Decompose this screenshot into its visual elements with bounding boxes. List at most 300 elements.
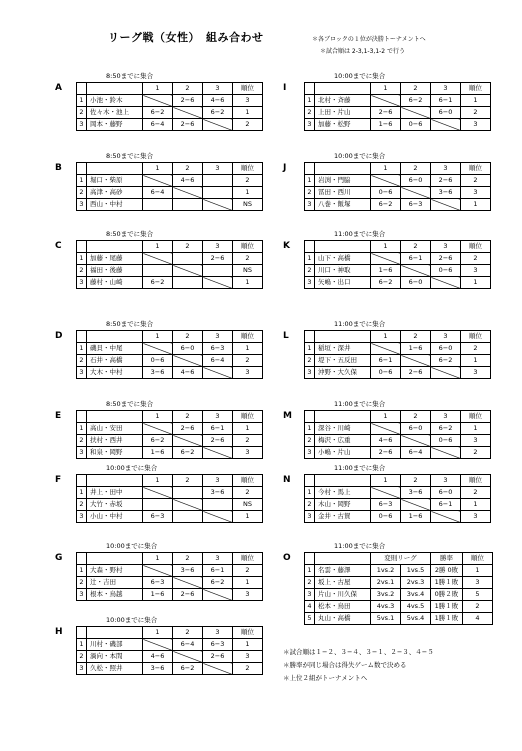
score-cell: 6−2: [173, 447, 203, 459]
score-cell: 6−0: [401, 175, 431, 187]
row-number: 1: [305, 423, 315, 435]
header-cell: 順位: [461, 475, 491, 487]
header-cell: [305, 83, 315, 95]
rank-cell: 2: [233, 663, 263, 675]
pair-name: 金井・古賀: [315, 511, 371, 523]
header-cell: 1: [371, 163, 401, 175]
header-cell: 順位: [233, 627, 263, 639]
match-table: [304, 474, 491, 523]
win-rate: 0勝２敗: [431, 589, 463, 601]
header-cell: [77, 553, 87, 565]
header-cell: 3: [203, 331, 233, 343]
pair-name: 加藤・松野: [315, 119, 371, 131]
match-table: [76, 162, 263, 211]
rank-cell: 3: [463, 577, 493, 589]
rank-cell: 1: [461, 499, 491, 511]
header-cell: 3: [431, 163, 461, 175]
row-number: 2: [305, 107, 315, 119]
pair-name: 和泉・岡野: [87, 447, 143, 459]
score-cell: [173, 511, 203, 523]
pair-name: 梅沢・広重: [315, 435, 371, 447]
table-row: [77, 253, 263, 265]
match-cell: 3vs.4: [401, 589, 431, 601]
header-cell: 2: [401, 163, 431, 175]
row-number: 3: [77, 367, 87, 379]
row-number: 1: [77, 639, 87, 651]
row-number: 1: [305, 253, 315, 265]
table-row: [77, 107, 263, 119]
score-cell: 6−3: [203, 639, 233, 651]
rank-cell: 2: [233, 355, 263, 367]
header-cell: [305, 163, 315, 175]
header-cell: 2: [401, 241, 431, 253]
header-row: [77, 83, 263, 95]
table-row: [305, 487, 491, 499]
assembly-time: 11:00までに集合: [334, 542, 386, 550]
rank-cell: 1: [233, 639, 263, 651]
score-cell: 1−6: [401, 343, 431, 355]
diagonal-cell: [431, 119, 461, 131]
diagonal-cell: [371, 253, 401, 265]
block-n: [283, 462, 522, 523]
table-row: [305, 95, 491, 107]
pair-name: 片山・川久保: [315, 589, 371, 601]
bottom-note-2: ＊勝率が同じ場合は得失ゲーム数で決める: [283, 661, 407, 669]
row-number: 1: [77, 175, 87, 187]
pair-name: 小嶋・片山: [315, 447, 371, 459]
header-cell: 2: [173, 411, 203, 423]
match-table: [304, 240, 491, 289]
diagonal-cell: [371, 487, 401, 499]
rank-cell: 2: [233, 487, 263, 499]
diagonal-cell: [401, 355, 431, 367]
score-cell: 6−2: [371, 199, 401, 211]
assembly-time: 8:50までに集合: [106, 152, 154, 160]
score-cell: [203, 499, 233, 511]
row-number: 1: [305, 343, 315, 355]
header-cell: 3: [203, 553, 233, 565]
pair-name: 扶村・西井: [87, 435, 143, 447]
table-row: [305, 423, 491, 435]
header-cell: [77, 331, 87, 343]
rank-cell: 4: [463, 613, 493, 625]
pair-name: 福田・後藤: [87, 265, 143, 277]
score-cell: 6−4: [173, 639, 203, 651]
pair-name: 上田・片山: [315, 107, 371, 119]
header-cell: 順位: [233, 411, 263, 423]
table-row: [305, 265, 491, 277]
header-row: [77, 475, 263, 487]
header-cell: 1: [143, 331, 173, 343]
diagonal-cell: [401, 265, 431, 277]
match-cell: 2vs.3: [401, 577, 431, 589]
header-row: [77, 411, 263, 423]
table-row: [305, 499, 491, 511]
match-cell: 4vs.5: [401, 601, 431, 613]
row-number: 2: [305, 435, 315, 447]
score-cell: [143, 199, 173, 211]
table-row: [77, 447, 263, 459]
score-cell: 3−6: [143, 367, 173, 379]
rank-cell: 1: [461, 277, 491, 289]
header-cell: [77, 411, 87, 423]
header-cell: [87, 83, 143, 95]
header-cell: 3: [431, 411, 461, 423]
header-cell-winrate: 勝率: [431, 553, 463, 565]
block-m: [283, 398, 522, 459]
match-cell: 2vs.1: [371, 577, 401, 589]
header-cell: [87, 163, 143, 175]
rank-cell: 1: [461, 423, 491, 435]
rank-cell: 1: [461, 199, 491, 211]
pair-name: 堤下・五反田: [315, 355, 371, 367]
rank-cell: 1: [233, 187, 263, 199]
header-row: [305, 83, 491, 95]
pair-name: 冨田・西川: [315, 187, 371, 199]
diagonal-cell: [401, 187, 431, 199]
row-number: 3: [305, 199, 315, 211]
table-row: [305, 277, 491, 289]
score-cell: 0−6: [143, 355, 173, 367]
score-cell: 2−6: [173, 119, 203, 131]
pair-name: 矢嶋・出口: [315, 277, 371, 289]
table-row: [305, 613, 493, 625]
table-row: [305, 187, 491, 199]
rank-cell: 1: [461, 355, 491, 367]
table-row: [305, 367, 491, 379]
pair-name: 丸山・高橋: [315, 613, 371, 625]
diagonal-cell: [401, 499, 431, 511]
score-cell: 6−1: [203, 565, 233, 577]
header-cell: 2: [173, 627, 203, 639]
header-cell: 順位: [233, 163, 263, 175]
table-row: [305, 175, 491, 187]
table-row: [305, 119, 491, 131]
score-cell: 0−6: [401, 119, 431, 131]
rank-cell: NS: [233, 265, 263, 277]
score-cell: 6−2: [431, 423, 461, 435]
block-l: [283, 318, 522, 379]
assembly-time: 8:50までに集合: [106, 400, 154, 408]
header-cell: [315, 553, 371, 565]
assembly-time: 8:50までに集合: [106, 230, 154, 238]
rank-cell: 1: [233, 423, 263, 435]
diagonal-cell: [143, 423, 173, 435]
diagonal-cell: [173, 107, 203, 119]
pair-name: 山下・高橋: [315, 253, 371, 265]
table-row: [305, 199, 491, 211]
pair-name: 西山・中村: [87, 199, 143, 211]
header-cell: 順位: [233, 475, 263, 487]
table-row: [305, 577, 493, 589]
rank-cell: 2: [461, 487, 491, 499]
block-letter: O: [283, 553, 291, 563]
header-cell: [305, 241, 315, 253]
header-cell-rank: 順位: [463, 553, 493, 565]
pair-name: 井上・田中: [87, 487, 143, 499]
block-letter: C: [55, 241, 62, 251]
pair-name: 加藤・尾藤: [87, 253, 143, 265]
block-i: [283, 70, 522, 131]
score-cell: 6−0: [173, 343, 203, 355]
diagonal-cell: [173, 499, 203, 511]
score-cell: 6−4: [401, 447, 431, 459]
diagonal-cell: [371, 423, 401, 435]
diagonal-cell: [173, 435, 203, 447]
header-cell: 順位: [233, 83, 263, 95]
diagonal-cell: [143, 639, 173, 651]
row-number: 3: [305, 119, 315, 131]
row-number: 1: [77, 423, 87, 435]
row-number: 4: [305, 601, 315, 613]
header-cell: 3: [203, 475, 233, 487]
row-number: 1: [77, 487, 87, 499]
block-letter: E: [55, 411, 62, 421]
score-cell: 1−6: [143, 589, 173, 601]
table-row: [77, 265, 263, 277]
header-row: [77, 331, 263, 343]
header-row: [77, 241, 263, 253]
header-cell: 3: [431, 331, 461, 343]
block-letter: G: [55, 553, 63, 563]
assembly-time: 10:00までに集合: [106, 616, 158, 624]
match-table: [304, 410, 491, 459]
match-cell: 1vs.2: [371, 565, 401, 577]
win-rate: 1勝１敗: [431, 601, 463, 613]
rank-cell: 3: [233, 651, 263, 663]
block-letter: M: [283, 411, 292, 421]
table-row: [305, 511, 491, 523]
pair-name: 今村・馬上: [315, 487, 371, 499]
block-letter: D: [55, 331, 63, 341]
table-row: [77, 487, 263, 499]
row-number: 3: [77, 277, 87, 289]
diagonal-cell: [173, 651, 203, 663]
row-number: 2: [77, 265, 87, 277]
row-number: 2: [77, 187, 87, 199]
score-cell: 2−6: [431, 175, 461, 187]
table-row: [305, 565, 493, 577]
row-number: 2: [77, 499, 87, 511]
score-cell: 2−6: [173, 589, 203, 601]
diagonal-cell: [173, 187, 203, 199]
row-number: 2: [77, 577, 87, 589]
score-cell: 6−1: [431, 95, 461, 107]
assembly-time: 10:00までに集合: [334, 72, 386, 80]
assembly-time: 11:00までに集合: [334, 400, 386, 408]
rank-cell: 3: [461, 119, 491, 131]
rank-cell: 2: [463, 601, 493, 613]
table-row: [77, 175, 263, 187]
diagonal-cell: [401, 107, 431, 119]
pair-name: 松本・鳥田: [315, 601, 371, 613]
diagonal-cell: [143, 565, 173, 577]
score-cell: 6−1: [431, 499, 461, 511]
row-number: 2: [305, 187, 315, 199]
score-cell: 6−4: [203, 355, 233, 367]
pair-name: 渦向・本間: [87, 651, 143, 663]
row-number: 2: [305, 355, 315, 367]
rank-cell: 1: [463, 565, 493, 577]
row-number: 3: [77, 589, 87, 601]
match-cell: 5vs.1: [371, 613, 401, 625]
diagonal-cell: [431, 277, 461, 289]
table-row: [77, 355, 263, 367]
pair-name: 稲垣・深井: [315, 343, 371, 355]
header-cell: 順位: [233, 241, 263, 253]
header-cell: [315, 331, 371, 343]
score-cell: [173, 199, 203, 211]
pair-name: 久松・照井: [87, 663, 143, 675]
row-number: 1: [77, 253, 87, 265]
table-row: [77, 95, 263, 107]
header-cell: 1: [371, 475, 401, 487]
pair-name: 川口・神取: [315, 265, 371, 277]
header-cell: 3: [203, 241, 233, 253]
diagonal-cell: [203, 447, 233, 459]
block-j: [283, 150, 522, 211]
header-cell: 3: [203, 627, 233, 639]
row-number: 3: [305, 589, 315, 601]
header-cell: [315, 241, 371, 253]
block-g: [55, 540, 296, 601]
block-k: [283, 228, 522, 289]
score-cell: 3−6: [401, 487, 431, 499]
rank-cell: 1: [461, 95, 491, 107]
rank-cell: 3: [461, 265, 491, 277]
score-cell: 3−6: [431, 187, 461, 199]
header-row: [305, 163, 491, 175]
match-table: [76, 330, 263, 379]
score-cell: [173, 487, 203, 499]
row-number: 1: [77, 95, 87, 107]
table-row: [77, 435, 263, 447]
table-row: [77, 367, 263, 379]
score-cell: 1−6: [371, 265, 401, 277]
row-number: 1: [305, 487, 315, 499]
diagonal-cell: [431, 447, 461, 459]
header-cell: 順位: [461, 241, 491, 253]
table-row: [77, 663, 263, 675]
diagonal-cell: [203, 277, 233, 289]
row-number: 3: [305, 447, 315, 459]
block-letter: N: [283, 475, 291, 485]
diagonal-cell: [143, 487, 173, 499]
row-number: 1: [305, 95, 315, 107]
header-cell: [315, 411, 371, 423]
row-number: 1: [305, 565, 315, 577]
score-cell: 2−6: [371, 447, 401, 459]
match-cell: 3vs.2: [371, 589, 401, 601]
row-number: 1: [305, 175, 315, 187]
header-cell: [77, 627, 87, 639]
header-cell: [305, 553, 315, 565]
pair-name: 深谷・川崎: [315, 423, 371, 435]
score-cell: 2−6: [401, 367, 431, 379]
assembly-time: 8:50までに集合: [106, 72, 154, 80]
diagonal-cell: [431, 199, 461, 211]
header-cell: [77, 241, 87, 253]
diagonal-cell: [203, 367, 233, 379]
table-row: [77, 423, 263, 435]
header-cell: 1: [371, 241, 401, 253]
rank-cell: 2: [461, 107, 491, 119]
score-cell: 0−6: [371, 511, 401, 523]
row-number: 3: [77, 663, 87, 675]
score-cell: 0−6: [431, 435, 461, 447]
match-table: [76, 82, 263, 131]
block-letter: J: [283, 163, 287, 173]
score-cell: 0−6: [371, 187, 401, 199]
row-number: 3: [305, 277, 315, 289]
score-cell: 6−0: [431, 343, 461, 355]
table-row: [77, 187, 263, 199]
score-cell: 2−6: [203, 253, 233, 265]
header-cell: 順位: [233, 553, 263, 565]
header-cell: 1: [143, 163, 173, 175]
table-row: [77, 651, 263, 663]
header-cell: [305, 475, 315, 487]
header-cell: 3: [203, 83, 233, 95]
score-cell: 6−1: [203, 423, 233, 435]
match-table: [76, 626, 263, 675]
header-row: [77, 163, 263, 175]
score-cell: 2−6: [173, 95, 203, 107]
score-cell: 1−6: [143, 447, 173, 459]
header-cell: 1: [371, 83, 401, 95]
header-cell: 1: [143, 627, 173, 639]
assembly-time: 11:00までに集合: [334, 230, 386, 238]
table-row: [305, 601, 493, 613]
block-letter: F: [55, 475, 62, 485]
match-cell: 4vs.3: [371, 601, 401, 613]
score-cell: [173, 277, 203, 289]
table-row: [77, 119, 263, 131]
score-cell: 3−6: [143, 663, 173, 675]
score-cell: [143, 499, 173, 511]
header-cell: 順位: [461, 411, 491, 423]
assembly-time: 11:00までに集合: [334, 320, 386, 328]
header-cell: [315, 83, 371, 95]
score-cell: 6−0: [401, 277, 431, 289]
header-cell: 3: [431, 475, 461, 487]
header-cell: 順位: [461, 331, 491, 343]
score-cell: 6−2: [143, 277, 173, 289]
block-d: [55, 318, 296, 379]
header-cell: 順位: [233, 331, 263, 343]
header-cell: 3: [431, 241, 461, 253]
header-cell: [87, 411, 143, 423]
rank-cell: 1: [233, 511, 263, 523]
row-number: 3: [305, 367, 315, 379]
pair-name: 根本・鳥越: [87, 589, 143, 601]
block-a: [55, 70, 296, 131]
block-b: [55, 150, 296, 211]
rank-cell: 2: [461, 253, 491, 265]
header-cell: 3: [431, 83, 461, 95]
table-row: [77, 589, 263, 601]
score-cell: 3−6: [173, 565, 203, 577]
score-cell: 2−6: [431, 253, 461, 265]
pair-name: 岡本・藤野: [87, 119, 143, 131]
header-cell: 2: [173, 331, 203, 343]
score-cell: 6−3: [203, 343, 233, 355]
block-c: [55, 228, 296, 289]
header-row: [305, 241, 491, 253]
rank-cell: 2: [233, 435, 263, 447]
table-row: [305, 355, 491, 367]
pair-name: 大木・中村: [87, 367, 143, 379]
